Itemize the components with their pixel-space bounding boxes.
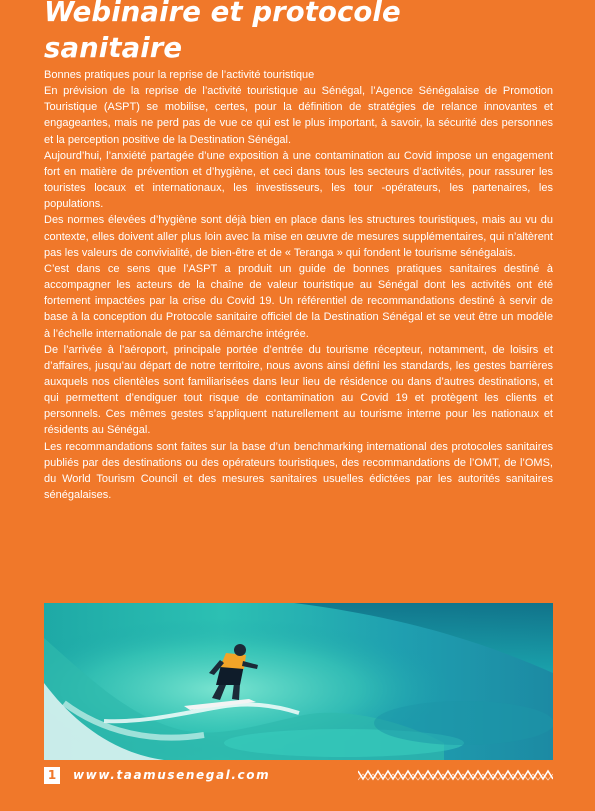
page-number: 1 [44,767,60,784]
surfer-photo [44,603,553,760]
article-body [44,67,553,503]
website-link[interactable]: www.taamusenegal.com [73,768,271,782]
title-line-1: Webinaire et protocole [44,0,401,28]
article-paragraph: En prévision de la reprise de l’activité touristique au Sénégal, l’Agence Sénégalaise de Promotion Touristique (ASPT) se mobilise, certes, pour la définition de stratégies de relance innovantes et engageantes, mais ne perd pas de vue ce qui est le plus important, à savoir, la sécurité des personnes et la perception positive de la Destination Sénégal. [44,85,553,146]
article-paragraph: Aujourd’hui, l’anxiété partagée d’une exposition à une contamination au Covid impose un engagement fort en matière de prévention et d’hygiène, et ceci dans tous les secteurs d’activités, pour rassurer les touristes locaux et internationaux, les investisseurs, les tour -opérateurs, les partenaires, les populations. [44,149,553,211]
article-subtitle: Bonnes pratiques pour la reprise de l’activité touristique [44,69,315,81]
article-paragraph: Les recommandations sont faites sur la base d’un benchmarking international des protocoles sanitaires publiés par des destinations ou des opérateurs touristiques, des recommandations de l’OMT, de l’OMS, du World Tourism Council et des mesures sanitaires usuelles édictées par les autorités sanitaires sénégalaises. [44,440,553,502]
page-footer [44,765,553,787]
zigzag-ornament-icon [358,769,553,781]
article-paragraph: C’est dans ce sens que l’ASPT a produit un guide de bonnes pratiques sanitaires destiné à accompagner les acteurs de la chaîne de valeur touristique au Sénégal dont les activités ont été fortement impactées par la crise du Covid 19. Un référentiel de recommandations destiné à servir de base à la conception du Protocole sanitaire officiel de la Destination Sénégal et se veut être un modèle à l’échelle internationale de par sa démarche intégrée. [44,262,553,340]
title-line-2: sanitaire [44,32,183,64]
article-paragraph: De l’arrivée à l’aéroport, principale portée d’entrée du tourisme récepteur, notamment, de loisirs et d’affaires, jusqu’au départ de notre territoire, nous avons ainsi défini les standards, les gestes barrières auxquels nos clientèles sont familiarisées dans leur lieu de résidence ou dans d’autres destinations, et qui permettent d’endiguer tout risque de contamination au Covid 19 et protègent les clients et personnels. Ces mêmes gestes s’appliquent naturellement au tourisme interne pour les nationaux et résidents au Sénégal. [44,343,553,437]
article-paragraph: Des normes élevées d’hygiène sont déjà bien en place dans les structures touristiques, mais au vu du contexte, elles doivent aller plus loin avec la mise en œuvre de mesures supplémentaires, qui n’altèrent pas les valeurs de convivialité, de bien-être et de « Teranga » qui fondent le tourisme sénégalais. [44,214,553,259]
page-title [44,0,564,66]
